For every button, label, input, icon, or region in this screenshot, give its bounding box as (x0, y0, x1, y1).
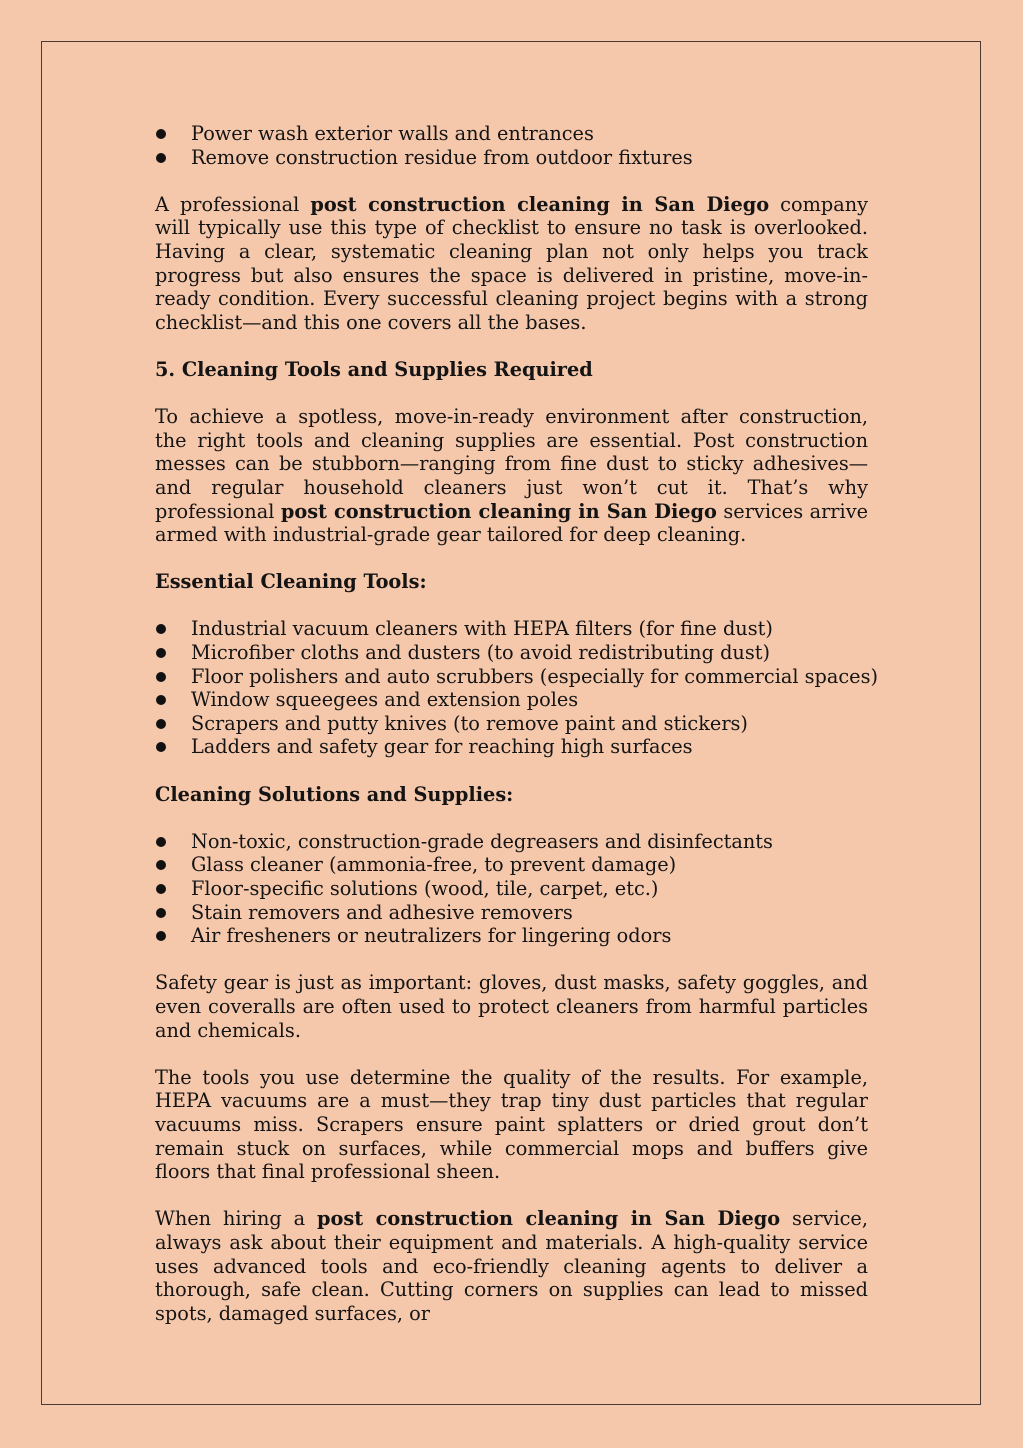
list-item: Industrial vacuum cleaners with HEPA filters (for fine dust) (155, 617, 868, 641)
list-item: Floor polishers and auto scrubbers (especially for commercial spaces) (155, 665, 868, 689)
list-item: Ladders and safety gear for reaching high surfaces (155, 735, 868, 759)
bullet-icon (156, 931, 166, 941)
supplies-list (155, 830, 868, 948)
bullet-icon (156, 837, 166, 847)
bullet-icon (156, 719, 166, 729)
document-body (155, 122, 879, 1325)
list-item: Window squeegees and extension poles (155, 688, 868, 712)
list-item: Air fresheners or neutralizers for lingering odors (155, 924, 868, 948)
tools-subheading: Essential Cleaning Tools: (155, 570, 427, 594)
tools-intro-paragraph: To achieve a spotless, move-in-ready environment after construction, the right tools and cleaning supplies are essential. Post construction messes can be stubborn—ranging from fine dust to sticky adhesives—and regular household cleaners just won’t cut it. That’s why professional post construction cleaning in San Diego services arrive armed with industrial-grade gear tailored for deep cleaning. (155, 405, 868, 547)
list-item: Scrapers and putty knives (to remove paint and stickers) (155, 712, 868, 736)
bullet-icon (156, 624, 166, 634)
bullet-icon (156, 695, 166, 705)
list-item: Glass cleaner (ammonia-free, to prevent damage) (155, 853, 868, 877)
keyword-highlight: post construction cleaning in San Diego (310, 192, 770, 216)
section-heading: 5. Cleaning Tools and Supplies Required (155, 357, 593, 381)
tool-quality-paragraph: The tools you use determine the quality of the results. For example, HEPA vacuums are a must—they trap tiny dust particles that regular vacuums miss. Scrapers ensure paint splatters or dried grout don’t remain stuck on surfaces, while commercial mops and buffers give floors that final professional sheen. (155, 1065, 868, 1184)
list-item: Stain removers and adhesive removers (155, 901, 868, 925)
list-item: Microfiber cloths and dusters (to avoid redistributing dust) (155, 641, 868, 665)
checklist-summary-paragraph: A professional post construction cleaning in San Diego company will typically use this type of checklist to ensure no task is overlooked. Having a clear, systematic cleaning plan not only helps you track progress but also ensures the space is delivered in pristine, move-in-ready condition. Every successful cleaning project begins with a strong checklist—and this one covers all the bases. (155, 192, 869, 334)
bullet-icon (156, 672, 166, 682)
list-item: Power wash exterior walls and entrances (155, 122, 868, 146)
bullet-icon (156, 908, 166, 918)
supplies-subheading: Cleaning Solutions and Supplies: (155, 782, 514, 806)
bullet-icon (156, 153, 166, 163)
bullet-icon (156, 129, 166, 139)
bullet-icon (156, 648, 166, 658)
list-item: Remove construction residue from outdoor fixtures (155, 146, 868, 170)
outdoor-checklist (155, 122, 868, 169)
tools-list (155, 617, 879, 759)
bullet-icon (156, 860, 166, 870)
bullet-icon (156, 742, 166, 752)
safety-gear-paragraph: Safety gear is just as important: gloves, dust masks, safety goggles, and even coveralls are often used to protect cleaners from harmful particles and chemicals. (155, 971, 868, 1042)
list-item: Floor-specific solutions (wood, tile, carpet, etc.) (155, 877, 868, 901)
list-item: Non-toxic, construction-grade degreasers and disinfectants (155, 830, 868, 854)
hiring-advice-paragraph: When hiring a post construction cleaning in San Diego service, always ask about their equipment and materials. A high-quality service uses advanced tools and eco-friendly cleaning agents to deliver a thorough, safe clean. Cutting corners on supplies can lead to missed spots, damaged surfaces, or (155, 1207, 868, 1325)
keyword-highlight: post construction cleaning in San Diego (280, 499, 717, 523)
bullet-icon (156, 884, 166, 894)
keyword-highlight: post construction cleaning in San Diego (317, 1207, 781, 1231)
